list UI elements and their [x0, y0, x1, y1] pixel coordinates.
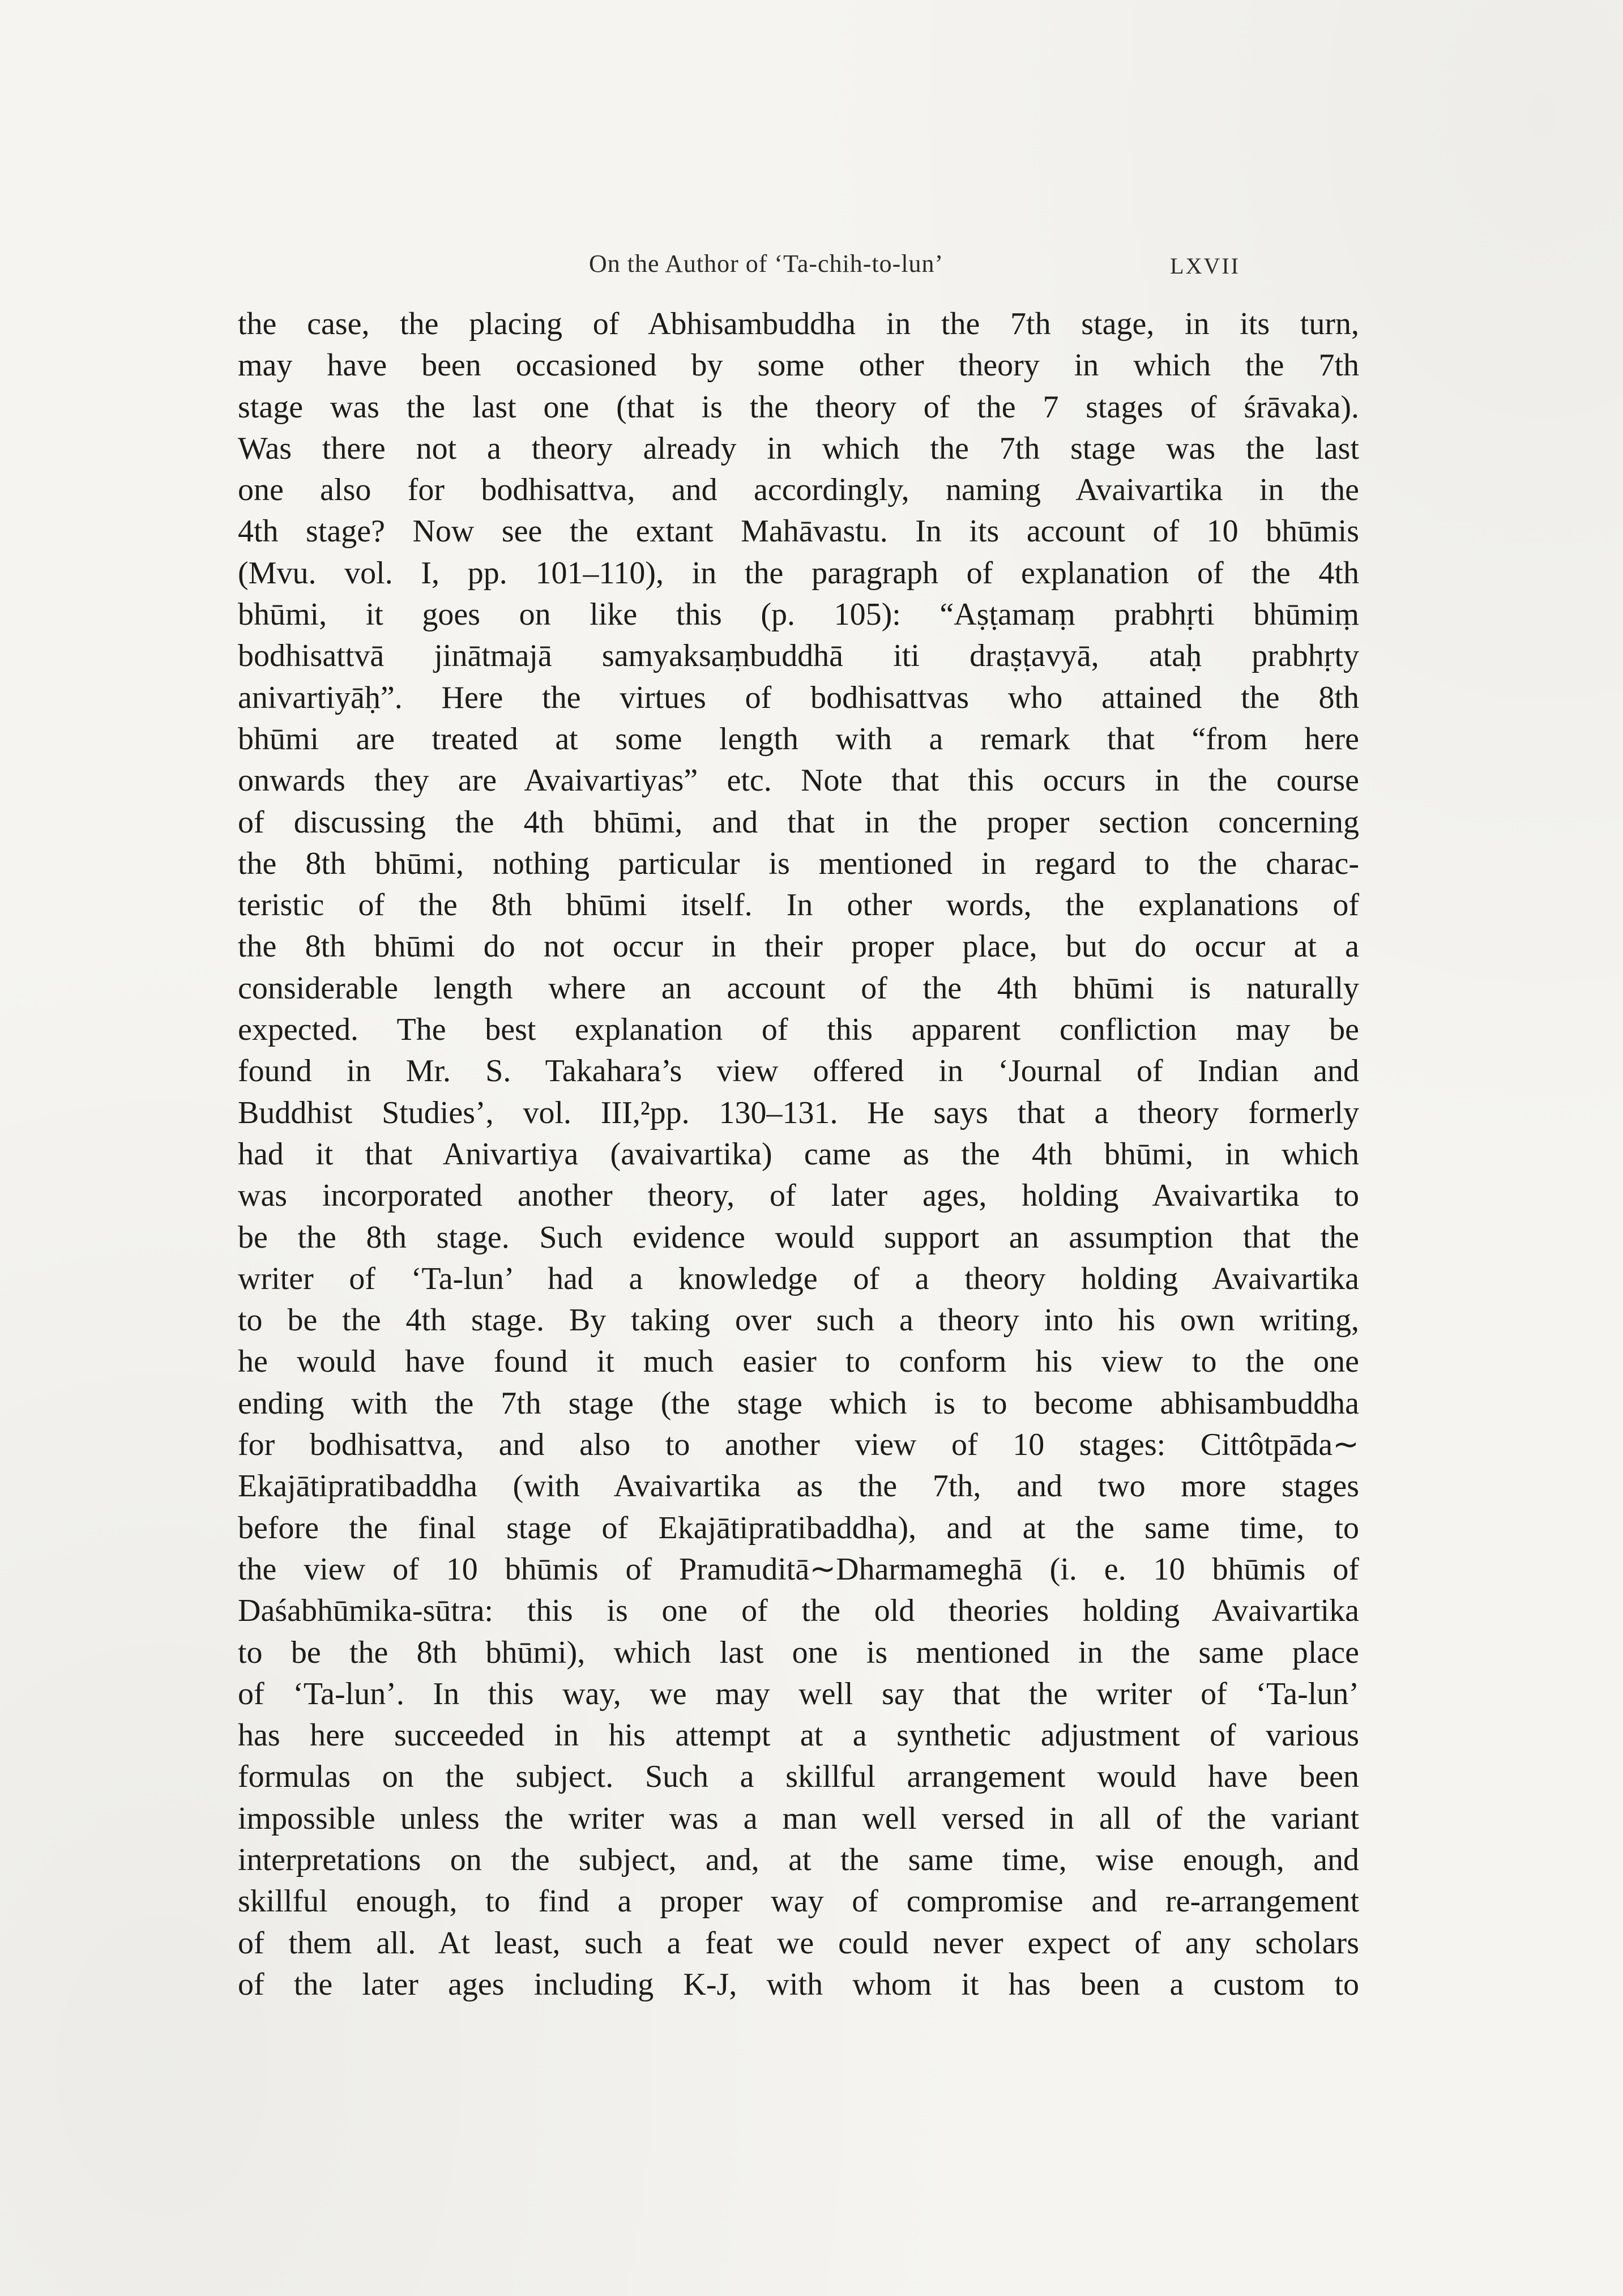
text-line: of ‘Ta-lun’. In this way, we may well say that the writer of ‘Ta-lun’: [238, 1676, 1359, 1712]
text-line: impossible unless the writer was a man well versed in all of the variant: [238, 1800, 1359, 1836]
text-line: to be the 8th bhūmi), which last one is mentioned in the same place: [238, 1634, 1359, 1670]
text-line: was incorporated another theory, of later ages, holding Avaivartika to: [238, 1178, 1359, 1214]
text-line: Buddhist Studies’, vol. III,²pp. 130–131. He says that a theory formerly: [238, 1095, 1359, 1130]
text-line: expected. The best explanation of this apparent confliction may be: [238, 1012, 1359, 1048]
text-line: has here succeeded in his attempt at a synthetic adjustment of various: [238, 1718, 1359, 1753]
text-line: (Mvu. vol. I, pp. 101–110), in the paragraph of explanation of the 4th: [238, 555, 1359, 591]
text-line: teristic of the 8th bhūmi itself. In other words, the explanations of: [238, 887, 1359, 923]
text-line: 4th stage? Now see the extant Mahāvastu. In its account of 10 bhūmis: [238, 514, 1359, 549]
text-line: considerable length where an account of the 4th bhūmi is naturally: [238, 970, 1359, 1006]
text-line: Was there not a theory already in which the 7th stage was the last: [238, 430, 1359, 466]
text-line: of them all. At least, such a feat we could never expect of any scholars: [238, 1925, 1359, 1961]
text-line: before the final stage of Ekajātipratibaddha), and at the same time, to: [238, 1510, 1359, 1546]
text-line: the 8th bhūmi do not occur in their proper place, but do occur at a: [238, 929, 1359, 965]
text-line: onwards they are Avaivartiyas” etc. Note that this occurs in the course: [238, 763, 1359, 799]
text-line: writer of ‘Ta-lun’ had a knowledge of a theory holding Avaivartika: [238, 1261, 1359, 1296]
text-line: the 8th bhūmi, nothing particular is mentioned in regard to the charac-: [238, 846, 1359, 881]
text-line: of discussing the 4th bhūmi, and that in the proper section concerning: [238, 804, 1359, 840]
text-line: the view of 10 bhūmis of Pramuditā∼Dharmameghā (i. e. 10 bhūmis of: [238, 1551, 1359, 1587]
text-line: formulas on the subject. Such a skillful arrangement would have been: [238, 1759, 1359, 1795]
text-line: one also for bodhisattva, and accordingly, naming Avaivartika in the: [238, 472, 1359, 508]
running-head-title: On the Author of ‘Ta-chih-to-lun’: [589, 250, 944, 278]
text-line: bodhisattvā jinātmajā samyaksaṃbuddhā iti draṣṭavyā, ataḥ prabhṛty: [238, 638, 1359, 674]
text-line: be the 8th stage. Such evidence would support an assumption that the: [238, 1219, 1359, 1255]
text-line: anivartiyāḥ”. Here the virtues of bodhisattvas who attained the 8th: [238, 680, 1359, 715]
text-line: found in Mr. S. Takahara’s view offered in ‘Journal of Indian and: [238, 1053, 1359, 1089]
text-line: had it that Anivartiya (avaivartika) came as the 4th bhūmi, in which: [238, 1136, 1359, 1172]
text-line: to be the 4th stage. By taking over such a theory into his own writing,: [238, 1303, 1359, 1338]
text-line: stage was the last one (that is the theory of the 7 stages of śrāvaka).: [238, 389, 1359, 425]
text-line: skillful enough, to find a proper way of compromise and re-arrangement: [238, 1884, 1359, 1919]
text-line: of the later ages including K-J, with whom it has been a custom to: [238, 1966, 1359, 2002]
text-line: for bodhisattva, and also to another view of 10 stages: Cittôtpāda∼: [238, 1427, 1359, 1463]
text-line: may have been occasioned by some other theory in which the 7th: [238, 348, 1359, 383]
text-line: bhūmi are treated at some length with a remark that “from here: [238, 721, 1359, 757]
text-line: interpretations on the subject, and, at the same time, wise enough, and: [238, 1842, 1359, 1877]
text-line: the case, the placing of Abhisambuddha in the 7th stage, in its turn,: [238, 306, 1359, 342]
text-line: Ekajātipratibaddha (with Avaivartika as the 7th, and two more stages: [238, 1469, 1359, 1504]
page-number: LXVII: [1170, 253, 1240, 279]
text-line: he would have found it much easier to conform his view to the one: [238, 1344, 1359, 1380]
body-text: [238, 304, 1359, 2005]
text-line: Daśabhūmika-sūtra: this is one of the old theories holding Avaivartika: [238, 1593, 1359, 1629]
text-line: ending with the 7th stage (the stage which is to become abhisambuddha: [238, 1385, 1359, 1421]
text-line: bhūmi, it goes on like this (p. 105): “Aṣṭamaṃ prabhṛti bhūmiṃ: [238, 597, 1359, 633]
